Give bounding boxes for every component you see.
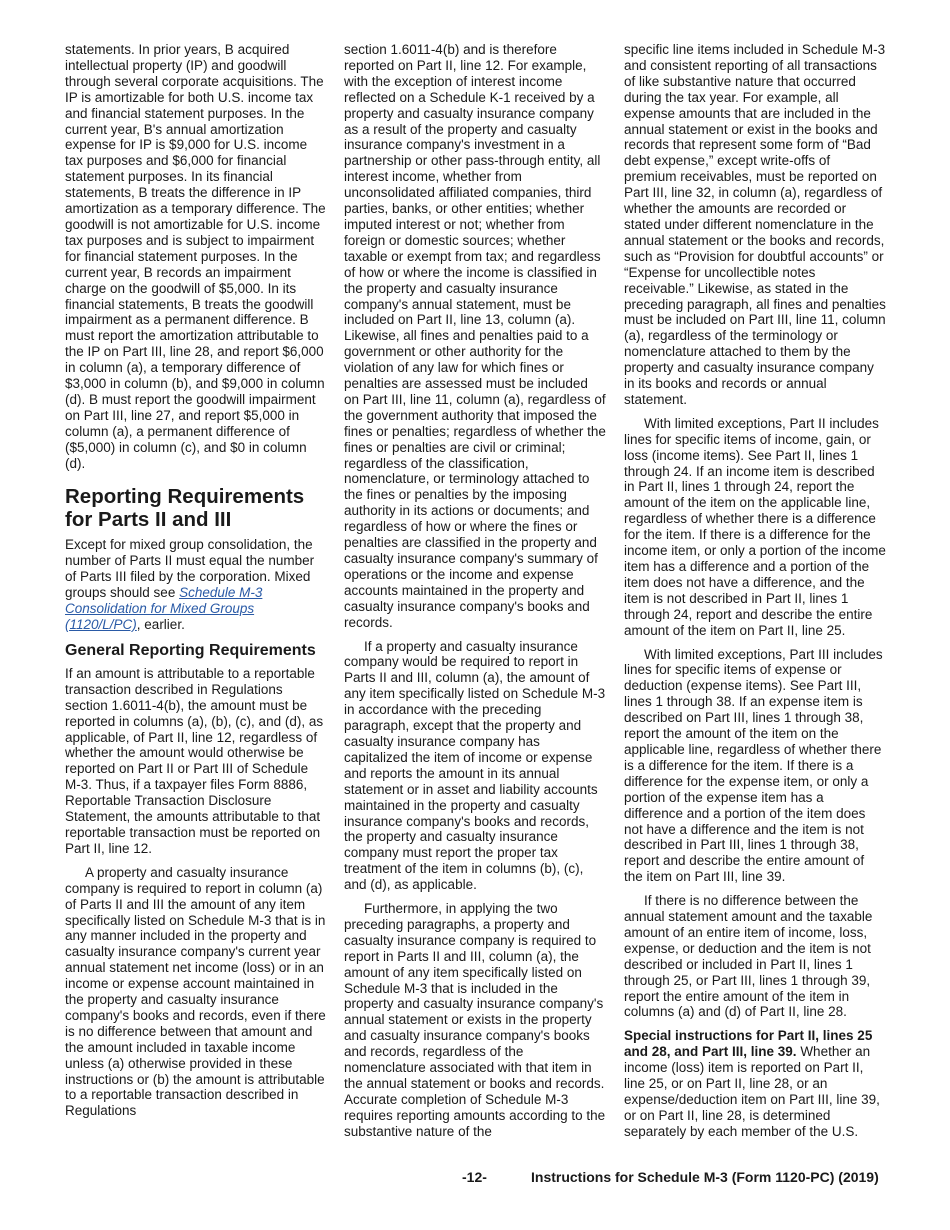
cross-reference-link[interactable]: Schedule M-3 Consolidation for Mixed Groups (1120/L/PC) bbox=[65, 585, 263, 632]
paragraph: Furthermore, in applying the two preceding paragraphs, a property and casualty insurance company is required to report in Parts II and III, column (a), the amount of any item specifically listed on Schedule M-3 that is included in the property and casualty insurance company's annual statement or exists in the property and casualty insurance company's books and records, regardless of the nomenclature associated with that item in the annual statement or books and records. Accurate completion of Schedule M-3 requires reporting amounts according to the substantive nature of the bbox=[344, 901, 606, 1139]
text-column-right bbox=[624, 42, 886, 1148]
text-column-left bbox=[65, 42, 327, 1127]
paragraph: If a property and casualty insurance company would be required to report in Parts II and III, column (a), the amount of any item specifically listed on Schedule M-3 in accordance with the preceding paragraph, except that the property and casualty insurance company has capitalized the item of income or expense and reports the amount in its annual statement or in asset and liability accounts maintained in the property and casualty insurance company's books and records, the property and casualty insurance company must report the proper tax treatment of the item in columns (b), (c), and (d), as applicable. bbox=[344, 638, 606, 893]
page-number: -12- bbox=[462, 1169, 487, 1185]
paragraph: With limited exceptions, Part II includes lines for specific items of income, gain, or loss (income items). See Part II, lines 1 through 24. If an income item is described in Part II, lines 1 through 24, report the amount of the item on the applicable line, regardless of whether there is a difference for the item. If there is a difference for the income item, or only a portion of the income item has a difference and a portion of the item does not have a difference, and the item is not described in Part II, lines 1 through 24, report and describe the entire amount of the item on Part II, line 25. bbox=[624, 415, 886, 638]
document-title: Instructions for Schedule M-3 (Form 1120-PC) (2019) bbox=[531, 1169, 879, 1185]
paragraph: A property and casualty insurance company is required to report in column (a) of Parts II and III the amount of any item specifically listed on Schedule M-3 that is in any manner included in the property and casualty insurance company's current year annual statement net income (loss) or in an income or expense account maintained in the property and casualty insurance company's books and records, even if there is no difference between that amount and the amount included in taxable income unless (a) otherwise provided in these instructions or (b) the amount is attributable to a reportable transaction described in Regulations bbox=[65, 864, 326, 1119]
run-in-heading: Special instructions for Part II, lines 25 and 28, and Part III, line 39. bbox=[624, 1028, 873, 1060]
subsection-heading: General Reporting Requirements bbox=[65, 641, 316, 659]
paragraph: specific line items included in Schedule M-3 and consistent reporting of all transactions of like substantive nature that occurred during the tax year. For example, all expense amounts that are included in the annual statement or exist in the books and records that represent some form of “Bad debt expense,” except write-offs of premium receivables, must be reported on Part III, line 32, in column (a), regardless of whether the amounts are recorded or stated under different nomenclature in the annual statement or the books and records, such as “Provision for doubtful accounts” or “Expense for uncollectible notes receivable.” Likewise, as stated in the preceding paragraph, all fines and penalties must be included on Part III, line 11, column (a), regardless of the terminology or nomenclature attached to them by the property and casualty insurance company in its books and records or annual statement. bbox=[624, 42, 886, 407]
paragraph bbox=[624, 1028, 886, 1139]
section-heading: Reporting Requirements for Parts II and III bbox=[65, 485, 305, 532]
paragraph-text: Except for mixed group consolidation, the number of Parts II must equal the number of Parts III filed by the corporation. Mixed groups should see bbox=[65, 537, 315, 601]
paragraph: If there is no difference between the annual statement amount and the taxable amount of an entire item of income, loss, expense, or deduction and the item is not described or included in Part II, lines 1 through 25, or Part III, lines 1 through 39, report the entire amount of the item in columns (a) and (d) of Part II, line 28. bbox=[624, 893, 873, 1020]
paragraph: With limited exceptions, Part III includes lines for specific items of expense or deduction (expense items). See Part III, lines 1 through 38. If an expense item is described on Part III, lines 1 through 38, report the amount of the item on the applicable line, regardless of whether there is a difference for the item. If there is a difference for the expense item, or only a portion of the expense item has a difference and a portion of the item does not have a difference and the item is not described in Part III, lines 1 through 38, report and describe the entire amount of the item on Part III, line 39. bbox=[624, 646, 883, 885]
paragraph-text: , earlier. bbox=[136, 617, 185, 632]
paragraph: section 1.6011-4(b) and is therefore reported on Part II, line 12. For example, with the exception of interest income reflected on a Schedule K-1 received by a property and casualty insurance company as a result of the property and casualty insurance company's investment in a partnership or other pass-through entity, all interest income, whether from unconsolidated affiliated companies, third parties, banks, or other entities; whether imputed interest or not; whether from foreign or domestic sources; whether taxable or exempt from tax; and regardless of how or where the income is classified in the property and casualty insurance company's annual statement, must be included on Part II, line 13, column (a). Likewise, all fines and penalties paid to a government or other authority for the violation of any law for which fines or penalties are assessed must be included on Part III, line 11, column (a), regardless of the government authority that imposed the fines or penalties; regardless of whether the fines or penalties are civil or criminal; regardless of the classification, nomenclature, or terminology attached to the fines or penalties by the imposing authority in its actions or documents; and regardless of how or where the fines or penalties are classified in the property and casualty insurance company's summary of operations or the income and expense accounts maintained in the property and casualty insurance company's books and records. bbox=[344, 42, 606, 630]
paragraph-text: Whether an income (loss) item is reported on Part II, line 25, or on Part II, line 28, or an expense/deduction item on Part III, line 39, or on Part II, line 28, is determined separately by each member of the U.S. bbox=[624, 1044, 880, 1139]
paragraph: If an amount is attributable to a reportable transaction described in Regulations section 1.6011-4(b), the amount must be reported in columns (a), (b), (c), and (d), as applicable, of Part II, line 12, regardless of whether the amount would otherwise be reported on Part II or Part III of Schedule M-3. Thus, if a taxpayer files Form 8886, Reportable Transaction Disclosure Statement, the amounts attributable to that reportable transaction must be reported on Part II, line 12. bbox=[65, 665, 324, 856]
paragraph bbox=[65, 537, 327, 632]
paragraph: statements. In prior years, B acquired intellectual property (IP) and goodwill through several corporate acquisitions. The IP is amortizable for both U.S. income tax and financial statement purposes. In the current year, B's annual amortization expense for IP is $9,000 for U.S. income tax purposes and $6,000 for financial statement purposes. In its financial statements, B treats the difference in IP amortization as a temporary difference. The goodwill is not amortizable for U.S. income tax purposes and is subject to impairment for financial statement purposes. In the current year, B records an impairment charge on the goodwill of $5,000. In its financial statements, B treats the goodwill impairment as a permanent difference. B must report the amortization attributable to the IP on Part III, line 28, and report $6,000 in column (a), a temporary difference of $3,000 in column (b), and $9,000 in column (d). B must report the goodwill impairment on Part III, line 27, and report $5,000 in column (a), a permanent difference of ($5,000) in column (c), and $0 in column (d). bbox=[65, 42, 326, 471]
text-column-middle bbox=[344, 42, 606, 1148]
